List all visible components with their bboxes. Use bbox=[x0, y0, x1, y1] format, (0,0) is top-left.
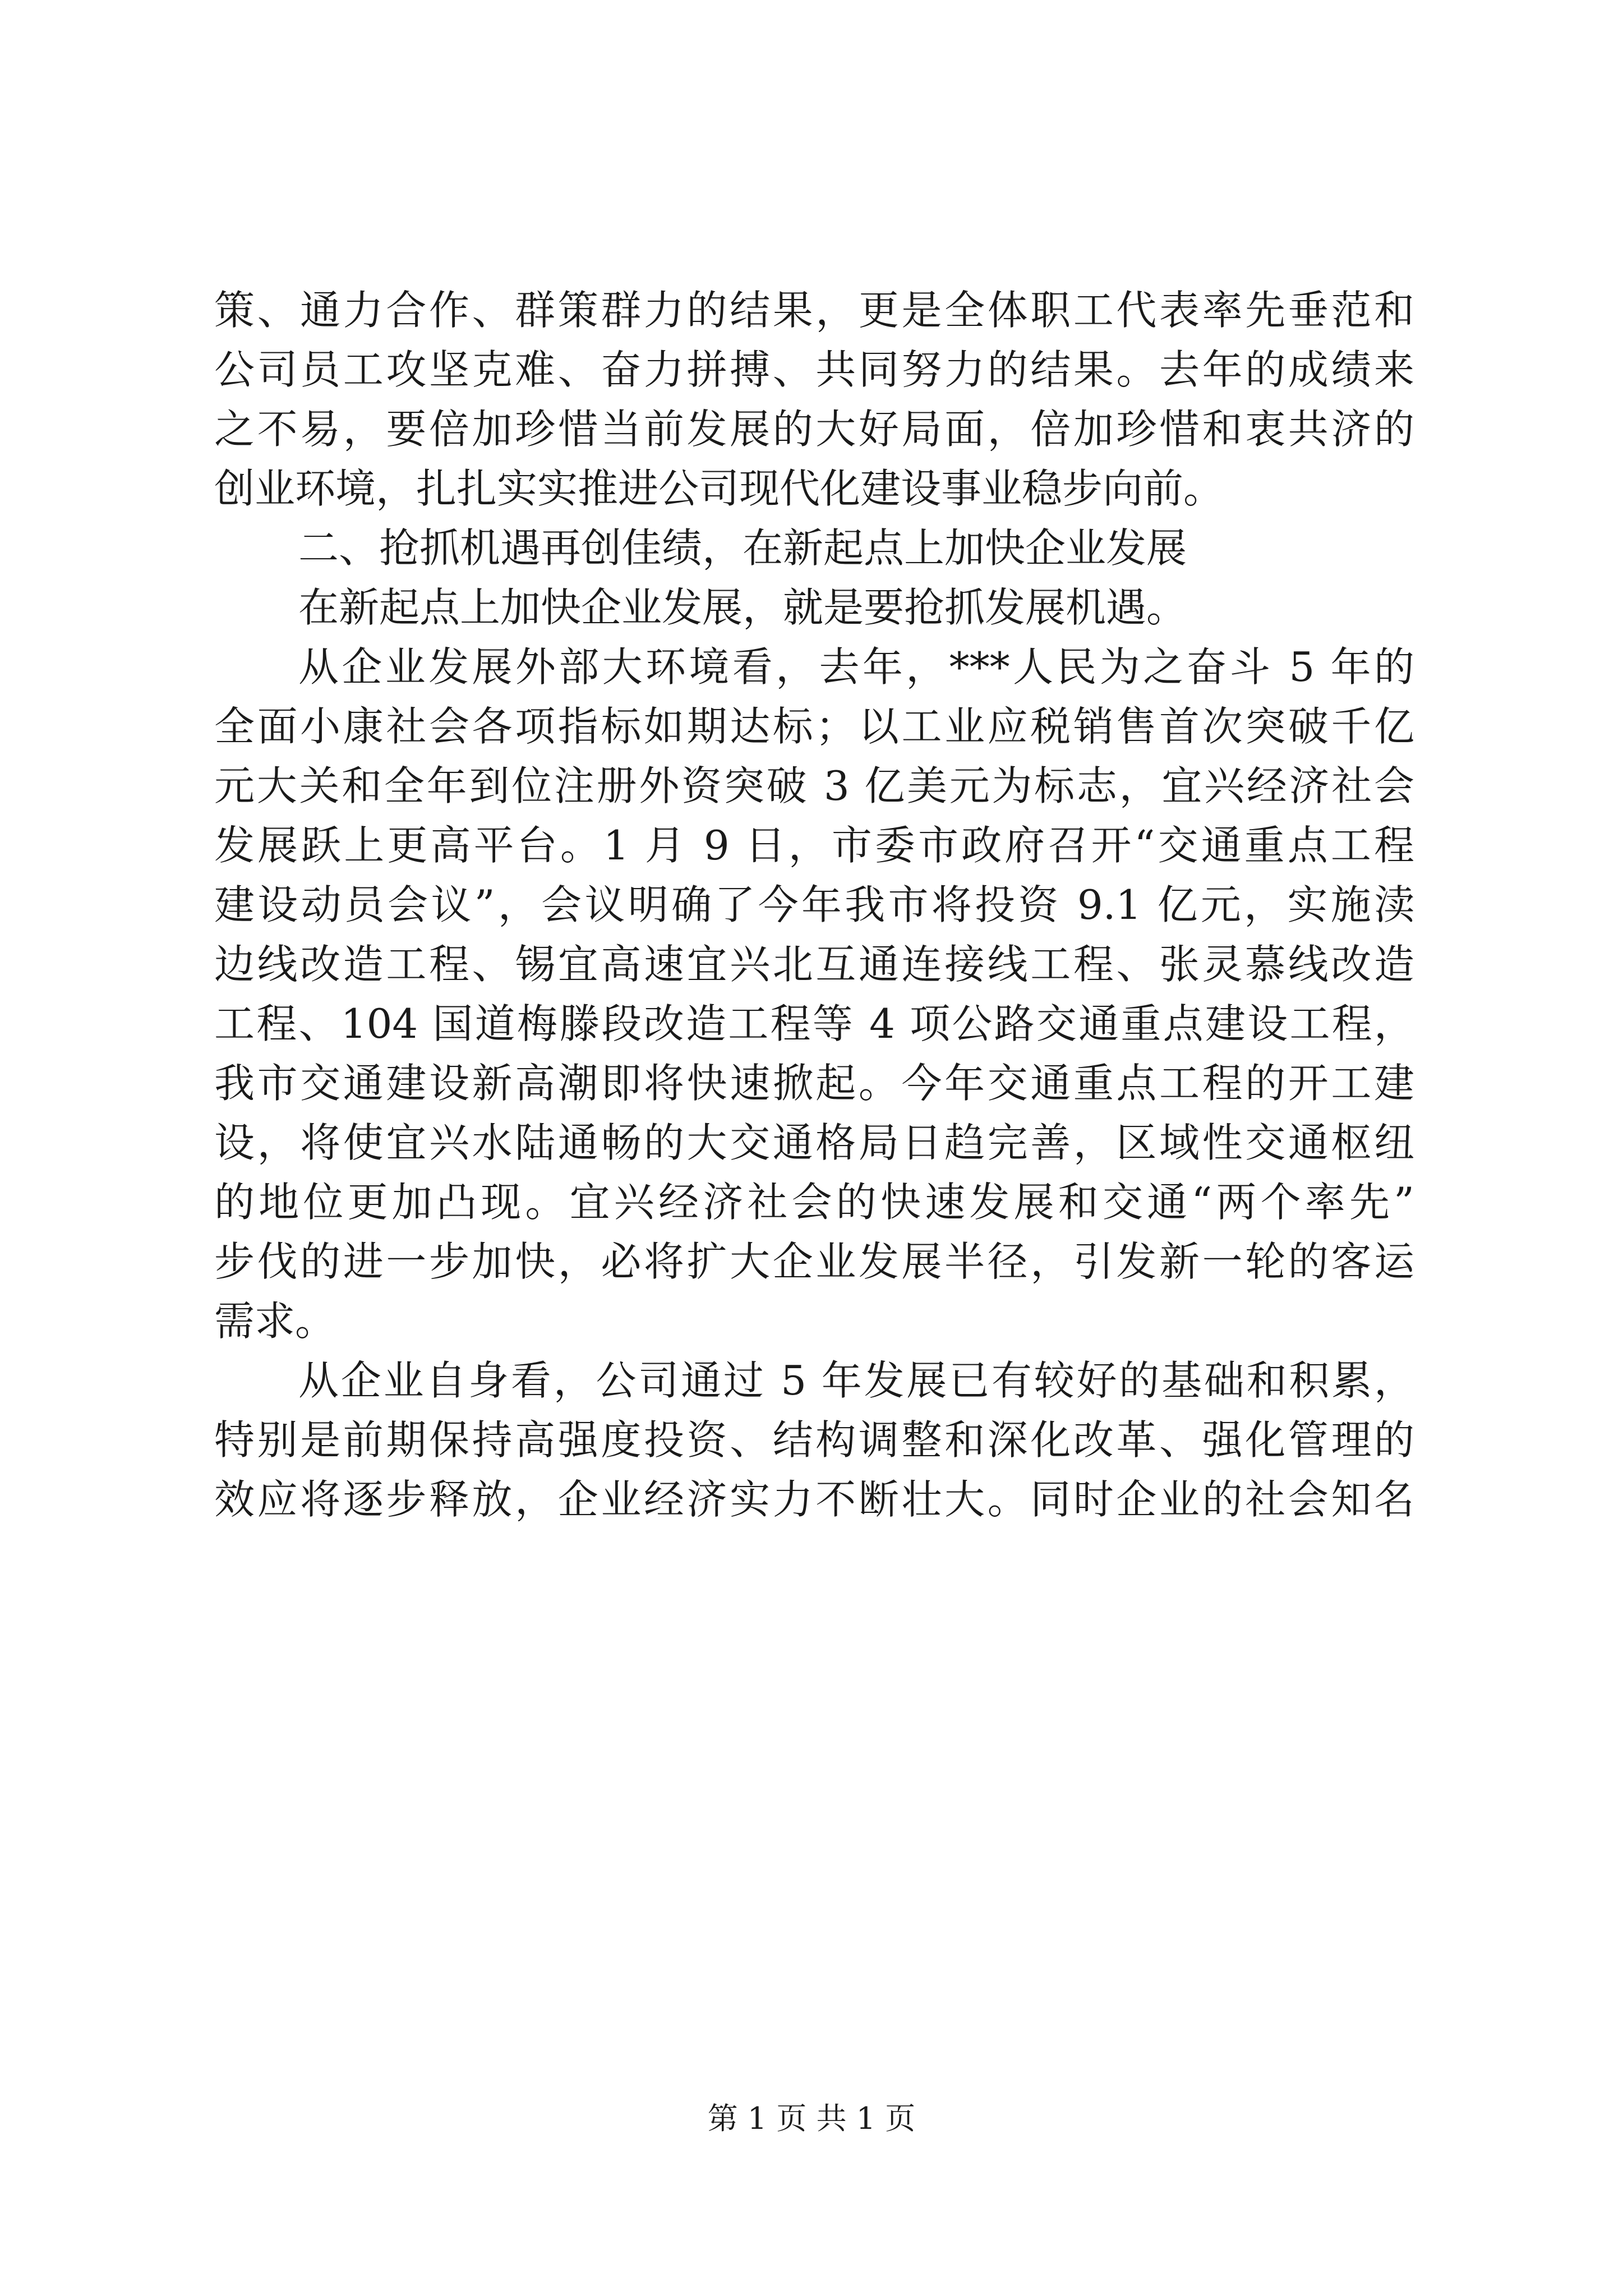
text-line: 的地位更加凸现。宜兴经济社会的快速发展和交通“两个率先” bbox=[214, 1179, 1414, 1226]
text-line: 创业环境，扎扎实实推进公司现代化建设事业稳步向前。 bbox=[214, 465, 1224, 512]
text-line: 策、通力合作、群策群力的结果，更是全体职工代表率先垂范和 bbox=[214, 287, 1414, 334]
text-line: 从企业发展外部大环境看，去年，***人民为之奋斗 5 年的 bbox=[298, 643, 1414, 691]
text-line: 设，将使宜兴水陆通畅的大交通格局日趋完善，区域性交通枢纽 bbox=[214, 1119, 1414, 1166]
text-line: 建设动员会议”，会议明确了今年我市将投资 9.1 亿元，实施渎 bbox=[214, 881, 1414, 928]
text-line: 之不易，要倍加珍惜当前发展的大好局面，倍加珍惜和衷共济的 bbox=[214, 406, 1414, 453]
text-line: 需求。 bbox=[214, 1297, 336, 1345]
text-line: 步伐的进一步加快，必将扩大企业发展半径，引发新一轮的客运 bbox=[214, 1238, 1414, 1285]
document-body bbox=[214, 280, 1414, 1529]
text-line: 二、抢抓机遇再创佳绩，在新起点上加快企业发展 bbox=[298, 524, 1187, 572]
text-line: 公司员工攻坚克难、奋力拼搏、共同努力的结果。去年的成绩来 bbox=[214, 346, 1414, 393]
text-line: 效应将逐步释放，企业经济实力不断壮大。同时企业的社会知名 bbox=[214, 1476, 1414, 1523]
text-line: 边线改造工程、锡宜高速宜兴北互通连接线工程、张灵慕线改造 bbox=[214, 941, 1414, 988]
page-footer: 第 1 页 共 1 页 bbox=[707, 2101, 916, 2136]
text-line: 工程、104 国道梅滕段改造工程等 4 项公路交通重点建设工程， bbox=[214, 1000, 1414, 1047]
text-line: 我市交通建设新高潮即将快速掀起。今年交通重点工程的开工建 bbox=[214, 1060, 1414, 1107]
text-line: 元大关和全年到位注册外资突破 3 亿美元为标志，宜兴经济社会 bbox=[214, 762, 1414, 809]
text-line: 在新起点上加快企业发展，就是要抢抓发展机遇。 bbox=[298, 584, 1187, 631]
text-line: 特别是前期保持高强度投资、结构调整和深化改革、强化管理的 bbox=[214, 1416, 1414, 1464]
text-line: 发展跃上更高平台。1 月 9 日，市委市政府召开“交通重点工程 bbox=[214, 822, 1414, 869]
text-line: 全面小康社会各项指标如期达标；以工业应税销售首次突破千亿 bbox=[214, 703, 1414, 750]
text-line: 从企业自身看，公司通过 5 年发展已有较好的基础和积累， bbox=[298, 1357, 1414, 1404]
